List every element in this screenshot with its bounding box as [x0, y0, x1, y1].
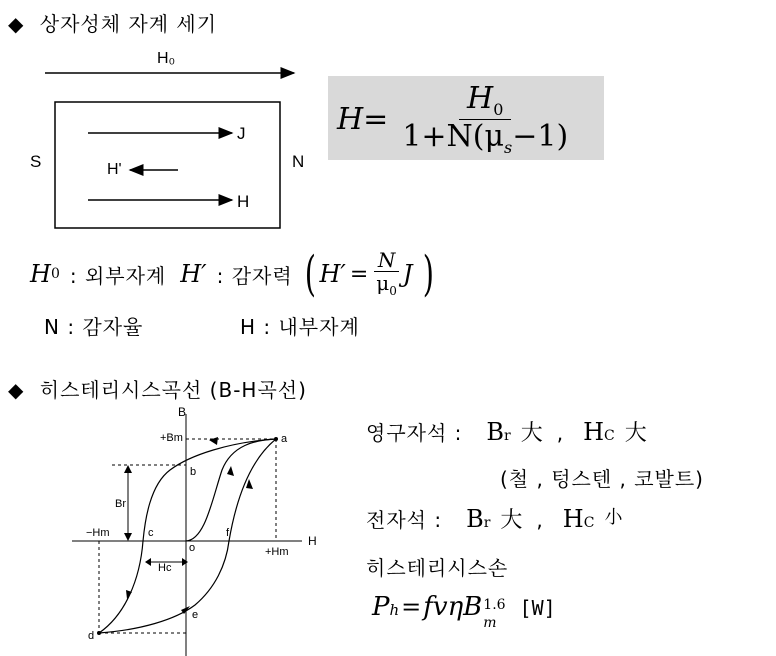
- formula-den-sub: s: [504, 137, 513, 157]
- perm-big1: 大: [520, 421, 543, 446]
- def-paren-lhs: H′: [319, 260, 346, 288]
- def-paren-eq: =: [349, 261, 369, 287]
- pos-hm-label: +Hm: [265, 546, 289, 558]
- loss-sub: m: [483, 615, 497, 631]
- perm-big2: 大: [624, 421, 647, 446]
- def-n-text: N : 감자율: [44, 315, 144, 339]
- point-b: b: [190, 466, 197, 478]
- b-axis-label: B: [178, 405, 187, 419]
- h-label: H: [237, 192, 250, 211]
- bm-label: +Bm: [160, 432, 183, 444]
- perm-magnet-label: 영구자석 :: [366, 421, 463, 445]
- point-c: c: [148, 527, 154, 539]
- north-pole-label: N: [292, 152, 305, 171]
- perm-hc-sub: C: [604, 428, 615, 444]
- def-paren-den-sub: 0: [389, 283, 397, 298]
- perm-comma: ,: [556, 421, 564, 445]
- origin-o: o: [189, 542, 196, 554]
- formula-eq: =: [363, 102, 389, 138]
- em-comma: ,: [536, 508, 543, 532]
- section1-title: 상자성체 자계 세기: [39, 12, 218, 36]
- south-pole-label: S: [30, 152, 42, 171]
- def-paren-den: μ: [376, 270, 390, 295]
- perm-hc: H: [583, 418, 605, 446]
- point-a: a: [281, 433, 288, 445]
- loss-formula: [372, 592, 556, 632]
- loss-label: 히스테리시스손: [366, 556, 509, 580]
- loss-p-sub: h: [389, 601, 400, 619]
- em-small: 小: [604, 507, 623, 528]
- neg-hm-label: −Hm: [86, 527, 110, 539]
- em-big: 大: [500, 508, 523, 533]
- em-br: B: [466, 505, 484, 533]
- electromagnet-line: [366, 503, 622, 534]
- def-h0-text: : 외부자계: [69, 263, 167, 288]
- em-hc: H: [562, 505, 584, 533]
- point-f: f: [226, 527, 230, 539]
- perm-examples: (철 , 텅스텐 , 코발트): [500, 467, 704, 491]
- br-label: Br: [115, 498, 126, 510]
- diamond-bullet-icon: ◆: [8, 378, 25, 402]
- hprime-label: H': [107, 161, 122, 178]
- formula-den-post: −1): [512, 118, 569, 154]
- permanent-magnet-line: [366, 416, 647, 447]
- formula-lhs: H: [337, 102, 364, 138]
- def-hprime-symbol: H′: [180, 260, 207, 288]
- point-d: d: [88, 630, 95, 642]
- formula-num: H: [467, 81, 494, 116]
- perm-br-sub: r: [504, 428, 511, 444]
- em-br-sub: r: [483, 515, 491, 531]
- diamond-bullet-icon: ◆: [8, 12, 25, 36]
- h0-arrow-label: H₀: [157, 50, 176, 67]
- def-hprime-text: : 감자력: [216, 263, 293, 288]
- loss-mid: fvηB: [423, 592, 483, 622]
- electromagnet-label: 전자석 :: [366, 508, 443, 532]
- formula-num-sub: 0: [493, 100, 504, 119]
- def-paren-num: N: [374, 250, 400, 272]
- def-h-text: H : 내부자계: [240, 315, 360, 339]
- hc-label: Hc: [158, 562, 172, 574]
- section2-title: 히스테리시스곡선 (B-H곡선): [39, 378, 307, 402]
- j-label: J: [237, 124, 246, 143]
- def-h0-symbol: H: [30, 260, 51, 288]
- left-paren: (: [304, 246, 316, 302]
- loss-unit: [W]: [519, 596, 556, 620]
- loss-eq: =: [401, 593, 422, 621]
- def-h0-sub: 0: [50, 266, 60, 282]
- perm-br: B: [486, 418, 505, 446]
- point-e: e: [192, 609, 199, 621]
- em-hc-sub: C: [583, 515, 595, 531]
- loss-p: P: [372, 592, 390, 622]
- formula-den-pre: 1+N(μ: [402, 118, 504, 154]
- right-paren: ): [422, 246, 434, 302]
- h-axis-label: H: [308, 534, 317, 548]
- loss-sup: 1.6: [483, 597, 506, 613]
- def-paren-rhs: J: [402, 260, 413, 288]
